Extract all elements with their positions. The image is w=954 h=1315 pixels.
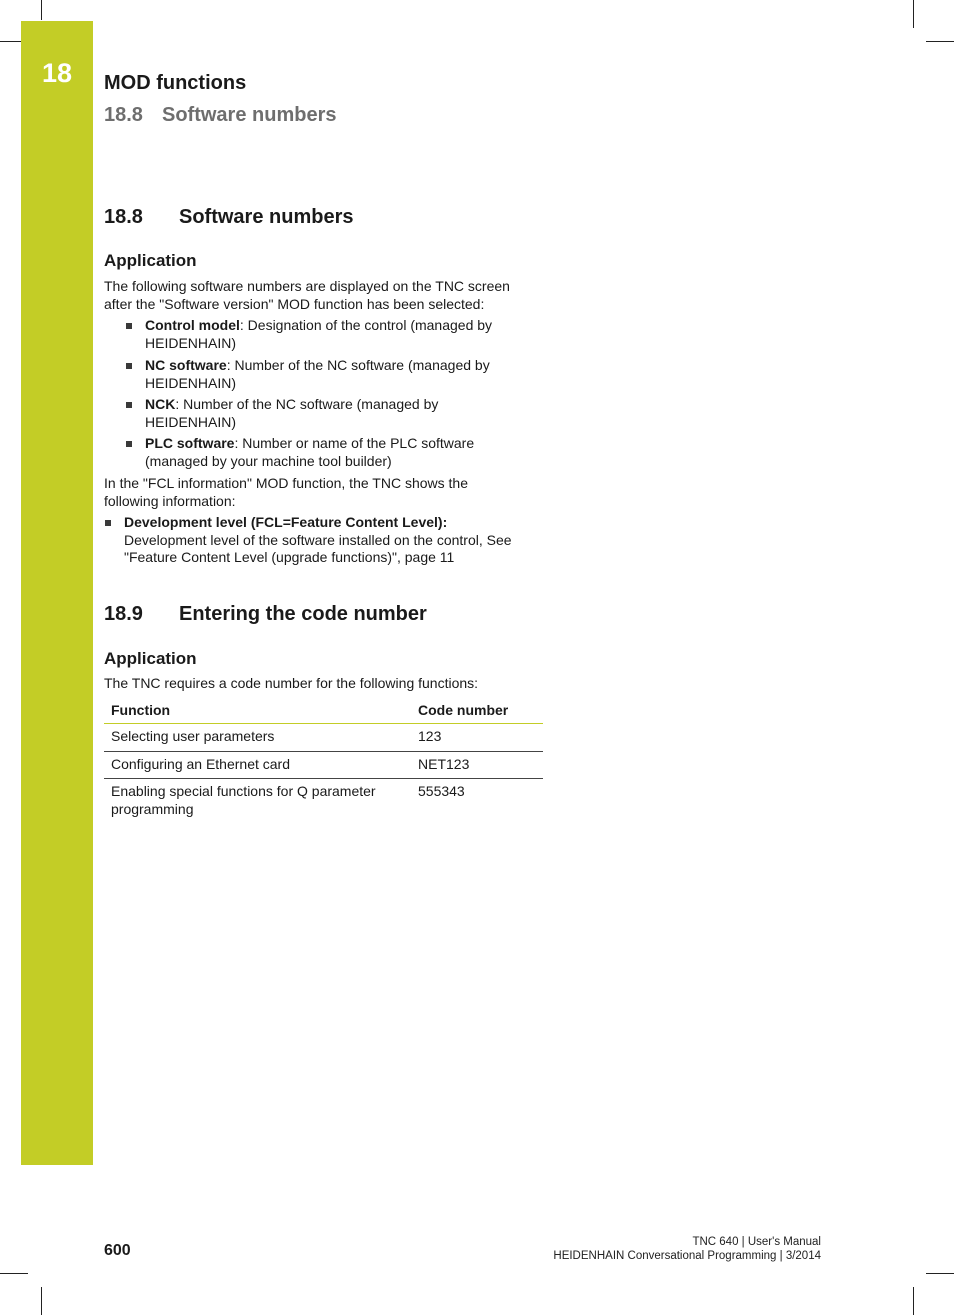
crop-mark	[0, 41, 21, 42]
list-item-term: NCK	[145, 396, 176, 412]
section-number: 18.8	[104, 206, 143, 228]
table-cell: Selecting user parameters	[104, 724, 411, 752]
page-number: 600	[104, 1242, 131, 1259]
list-item	[145, 396, 485, 431]
running-header-section-title: Software numbers	[162, 104, 337, 126]
table-cell: 123	[411, 724, 543, 752]
crop-mark	[926, 41, 954, 42]
running-header-title: MOD functions	[104, 72, 247, 94]
crop-mark	[0, 1273, 28, 1274]
table-cell: Configuring an Ethernet card	[104, 751, 411, 779]
bullet-icon	[126, 441, 132, 447]
footer-line: TNC 640 | User's Manual	[692, 1236, 821, 1248]
column-header: Function	[104, 699, 411, 724]
table-cell: Enabling special functions for Q parameter programming	[111, 783, 376, 817]
paragraph: The following software numbers are displayed on the TNC screen after the "Software version" MOD function has been selected:	[104, 278, 510, 312]
table-cell: NET123	[411, 751, 543, 779]
crop-mark	[913, 0, 914, 28]
bullet-icon	[126, 323, 132, 329]
table-row	[104, 779, 543, 824]
running-header-section-number: 18.8	[104, 104, 143, 126]
bullet-icon	[105, 520, 111, 526]
list-item-term: PLC software	[145, 435, 235, 451]
subheading: Application	[104, 649, 197, 668]
paragraph: In the "FCL information" MOD function, the TNC shows the following information:	[104, 475, 468, 509]
bullet-icon	[126, 402, 132, 408]
list-item	[145, 357, 535, 392]
list-item-text: : Number of the NC software (managed by HEIDENHAIN)	[145, 396, 439, 430]
list-item-term: Development level (FCL=Feature Content Level):	[124, 514, 448, 530]
list-item	[145, 435, 535, 470]
list-item-text: : Number of the NC software (managed by HEIDENHAIN)	[145, 357, 490, 391]
crop-mark	[41, 1287, 42, 1315]
list-item-term: Control model	[145, 317, 240, 333]
code-number-table	[104, 699, 543, 823]
table-row	[104, 724, 543, 752]
running-header-section	[104, 104, 336, 127]
paragraph: The TNC requires a code number for the following functions:	[104, 675, 479, 691]
table-row	[104, 751, 543, 779]
footer-line: HEIDENHAIN Conversational Programming | 3/2014	[553, 1250, 821, 1262]
table-cell: 555343	[418, 783, 465, 799]
column-header: Code number	[411, 699, 543, 724]
crop-mark	[913, 1287, 914, 1315]
page-footer	[553, 1235, 821, 1263]
section-heading	[104, 206, 353, 229]
section-heading	[104, 603, 427, 626]
list-item	[145, 317, 535, 352]
bullet-icon	[126, 363, 132, 369]
crop-mark	[41, 0, 42, 20]
chapter-number: 18	[41, 58, 73, 88]
subheading: Application	[104, 251, 197, 270]
list-item-text: : Designation of the control (managed by HEIDENHAIN)	[145, 317, 493, 351]
section-title: Entering the code number	[179, 603, 427, 625]
section-title: Software numbers	[179, 206, 354, 228]
chapter-tab	[21, 21, 93, 1165]
list-item-text: Development level of the software installed on the control, See "Feature Content Level (upgrade functions)", page 11	[124, 531, 512, 565]
table-header-row	[104, 699, 543, 724]
list-item-term: NC software	[145, 357, 227, 373]
list-item	[124, 514, 544, 567]
crop-mark	[926, 1273, 954, 1274]
section-number: 18.9	[104, 603, 143, 625]
list-item-text: : Number or name of the PLC software (managed by your machine tool builder)	[145, 435, 475, 469]
